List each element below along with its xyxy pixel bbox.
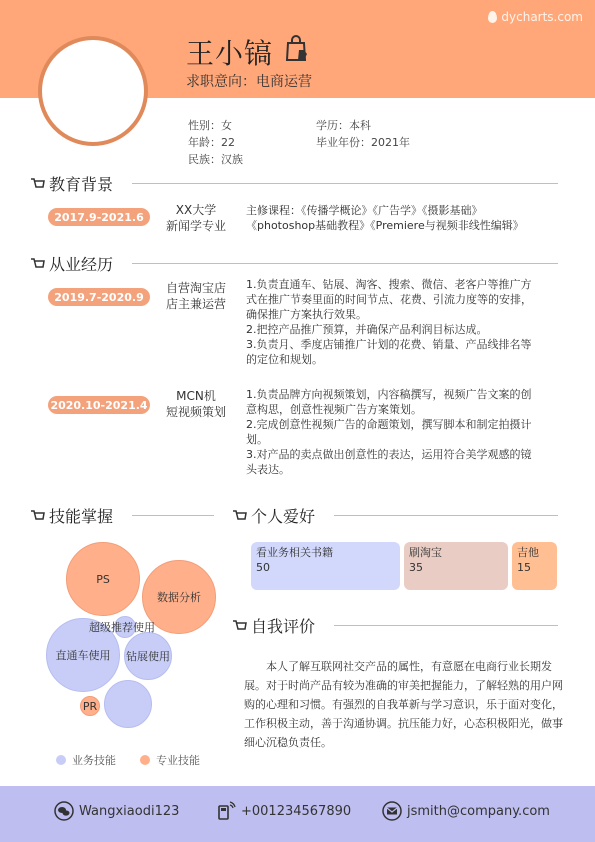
contact-phone (216, 801, 351, 821)
section-hobbies-title (232, 504, 315, 527)
email-icon (382, 801, 402, 821)
hobby-value: 50 (256, 561, 270, 574)
gender: 性别：女 (188, 119, 232, 132)
education-period: 2017.9-2021.6 (48, 208, 150, 226)
bubble-zz (124, 632, 172, 680)
section-divider (132, 515, 214, 516)
hobby-bar (404, 542, 508, 590)
courses-line: 主修课程：《传播学概论》《广告学》《摄影基础》 (246, 204, 483, 217)
avatar (38, 36, 148, 146)
hobby-bar (251, 542, 400, 590)
section-divider (334, 515, 558, 516)
org: 自营淘宝店 (165, 281, 226, 295)
ethnicity: 民族：汉族 (188, 153, 243, 166)
bubble-unlabeled (104, 680, 152, 728)
experience-org-block (158, 280, 234, 312)
hobby-value: 35 (409, 561, 423, 574)
experience-period: 2020.10-2021.4 (48, 396, 150, 414)
section-education-label: 教育背景 (49, 175, 114, 194)
school: XX大学 (175, 203, 217, 217)
cart-icon (30, 509, 45, 522)
legend-dot (56, 755, 66, 765)
name: 王小镐 (186, 37, 274, 70)
desc-line: 3.负责月、季度店铺推广计划的花费、销量、产品线排名等 (246, 338, 532, 351)
education-school-block (158, 202, 234, 234)
desc-line: 意构思，创意性视频广告方案策划。 (246, 403, 422, 416)
desc-line: 划。 (246, 433, 268, 446)
bubble-label: 数据分析 (157, 591, 201, 604)
section-divider (132, 263, 558, 264)
legend-biz (56, 752, 116, 768)
section-skills-label: 技能掌握 (49, 507, 114, 526)
bubble-label: PR (82, 699, 98, 713)
phone-text: +001234567890 (241, 803, 352, 819)
hobby-bar (512, 542, 557, 590)
section-divider (334, 625, 558, 626)
bubble-super-label: 超级推荐使用 (89, 621, 155, 634)
section-experience-label: 从业经历 (49, 255, 114, 274)
desc-line: 头表达。 (246, 463, 290, 476)
section-divider (132, 183, 558, 184)
desc-line: 1.负责品牌方向视频策划，内容稿撰写，视频广告文案的创 (246, 388, 532, 401)
hobby-label: 看业务相关书籍 (256, 546, 333, 559)
desc-line: 的定位和规划。 (246, 353, 323, 366)
hobby-label: 刷淘宝 (409, 546, 442, 559)
watermark (488, 10, 583, 24)
drop-icon (488, 11, 497, 23)
section-self-title (232, 614, 315, 637)
section-skills-title (30, 504, 113, 527)
role: 店主兼运营 (165, 297, 226, 311)
desc-line: 2.完成创意性视频广告的命题策划，撰写脚本和制定拍摄计 (246, 418, 532, 431)
cart-icon (232, 619, 247, 632)
wechat-icon (54, 801, 74, 821)
bubble-label: PS (96, 572, 110, 586)
contact-wechat (54, 801, 179, 821)
section-experience-title (30, 252, 113, 275)
wechat-text: Wangxiaodi123 (79, 803, 180, 819)
desc-line: 2.把控产品推广预算，并确保产品利润目标达成。 (246, 323, 488, 336)
experience-org-block (158, 388, 234, 420)
bubble-pr (80, 696, 100, 716)
section-self-label: 自我评价 (251, 617, 316, 636)
cart-icon (30, 257, 45, 270)
desc-line: 1.负责直通车、钻展、淘客、搜索、微信、老客户等推广方 (246, 278, 532, 291)
education-level: 学历：本科 (316, 119, 371, 132)
job-intent: 求职意向：电商运营 (186, 74, 312, 90)
contact-email (382, 801, 550, 821)
shopping-bag-icon (284, 34, 310, 62)
legend-label: 专业技能 (156, 754, 200, 767)
section-hobbies-label: 个人爱好 (251, 507, 316, 526)
experience-desc (246, 277, 566, 367)
phone-icon (216, 801, 236, 821)
experience-desc (246, 387, 566, 477)
bubble-label: 钻展使用 (126, 650, 170, 663)
graduation-year: 毕业年份：2021年 (316, 136, 410, 149)
courses-line: 《photoshop基础教程》《Premiere与视频非线性编辑》 (246, 219, 524, 232)
cart-icon (232, 509, 247, 522)
email-text: jsmith@company.com (407, 803, 550, 819)
role: 短视频策划 (165, 405, 226, 419)
age: 年龄：22 (188, 136, 235, 149)
watermark-text: dycharts.com (501, 10, 583, 24)
cart-icon (30, 177, 45, 190)
legend-dot (140, 755, 150, 765)
bubble-label: 直通车使用 (55, 649, 111, 662)
section-education-title (30, 172, 113, 195)
legend-pro (140, 752, 200, 768)
experience-period: 2019.7-2020.9 (48, 288, 150, 306)
desc-line: 确保推广方案执行效果。 (246, 308, 367, 321)
org: MCN机 (176, 389, 216, 403)
self-evaluation-text: 本人了解互联网社交产品的属性，有意愿在电商行业长期发展。对于时尚产品有较为准确的审美把握能力，了解轻熟的用户网购的心理和习惯。有强烈的自我革新与学习意识，乐于面对变化，工作积极主动，善于沟通协调。抗压能力好，心态积极阳光，做事细心沉稳负责任。 (244, 660, 563, 749)
desc-line: 3.对产品的卖点做出创意性的表达，运用符合美学观感的镜 (246, 448, 532, 461)
hobby-label: 吉他 (517, 546, 539, 559)
education-courses (246, 203, 566, 233)
major: 新闻学专业 (165, 219, 226, 233)
legend-label: 业务技能 (72, 754, 116, 767)
desc-line: 式在推广节奏里面的时间节点、花费、引流力度等的安排， (246, 293, 532, 306)
bubble-ps (66, 542, 140, 616)
hobby-value: 15 (517, 561, 531, 574)
